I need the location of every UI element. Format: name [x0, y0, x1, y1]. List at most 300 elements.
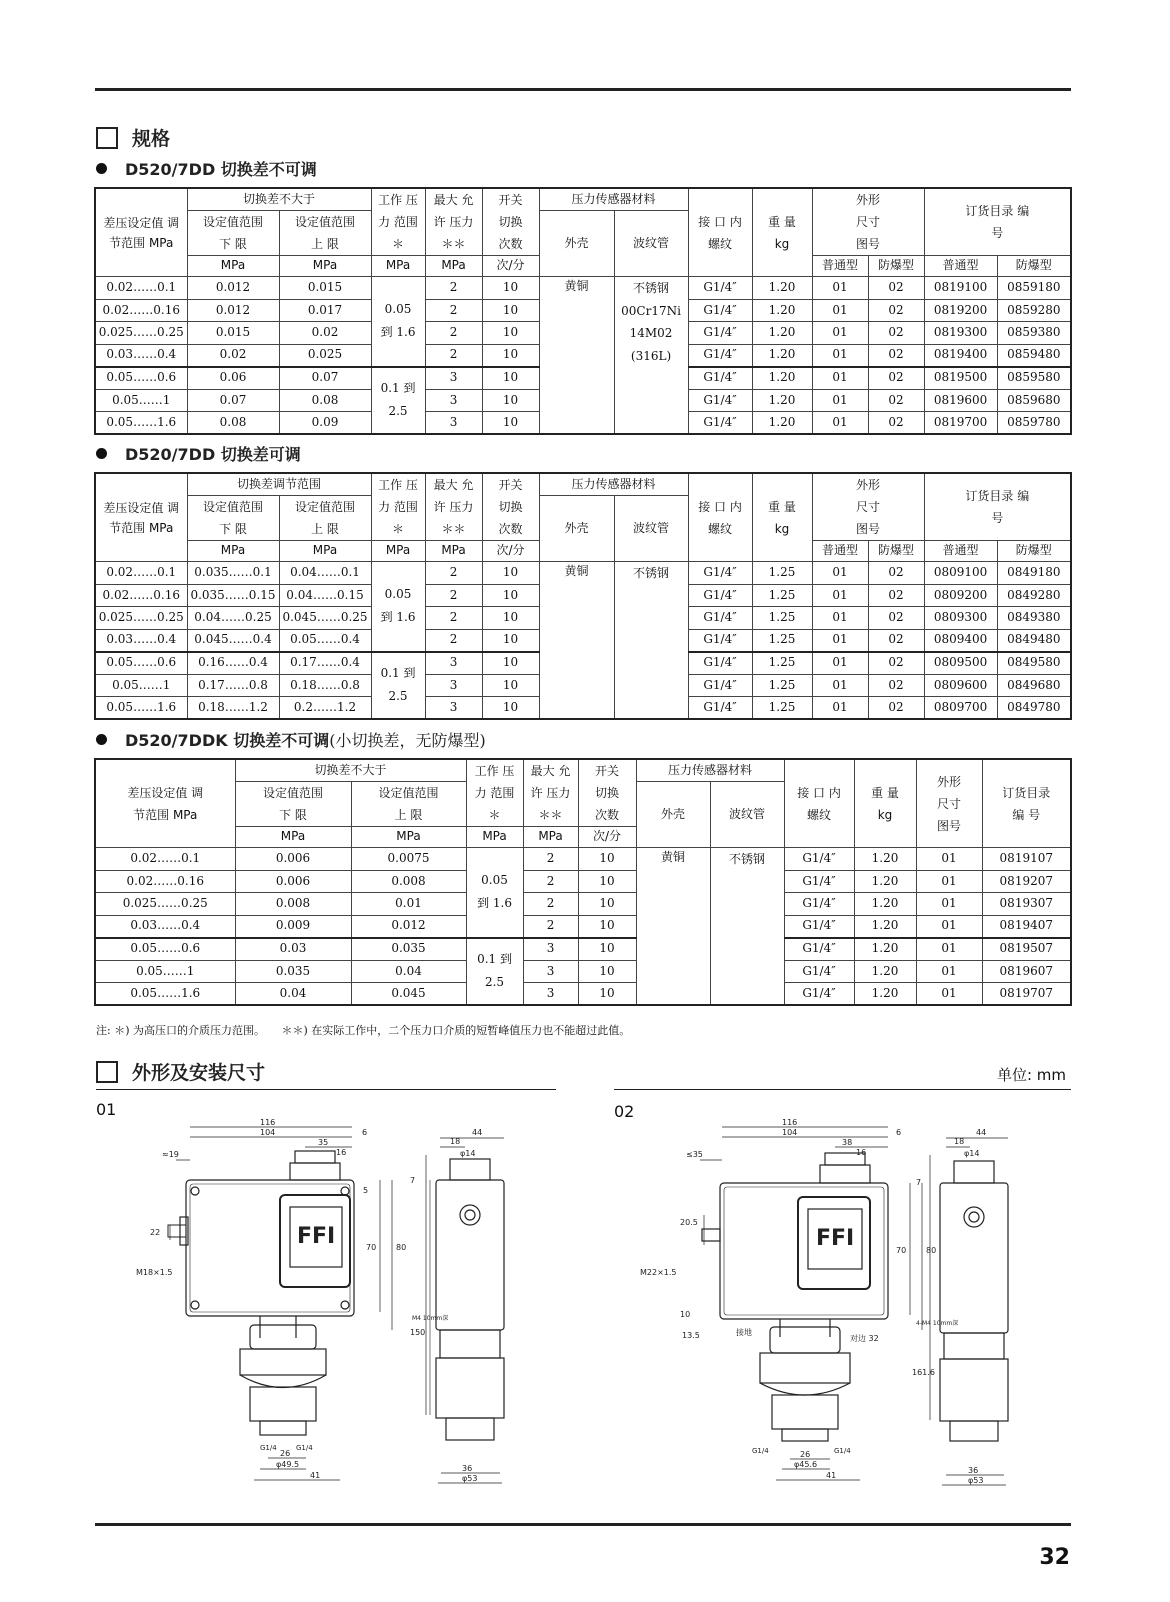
cell-work-pressure: 0.1 到 2.5: [371, 367, 425, 435]
dims-heading-text: 外形及安装尺寸: [132, 1062, 266, 1084]
dim-44: 44: [472, 1128, 483, 1137]
col-lo: 设定值范围 下 限: [187, 495, 279, 541]
dim-80: 80: [396, 1243, 407, 1252]
col-max-pressure: 最大 允许 压力＊＊: [425, 473, 482, 541]
dim-g2: G1/4: [296, 1444, 313, 1452]
cell-range: 0.05……1: [95, 389, 187, 412]
col-weight: 重 量 kg: [752, 473, 812, 562]
cell-switch-count: 10: [482, 344, 539, 367]
cell-order-standard: 0809600: [924, 674, 997, 697]
dim-g2: G1/4: [834, 1447, 851, 1455]
dim-phi14: φ14: [964, 1149, 980, 1158]
cell-port: G1/4″: [784, 938, 854, 961]
cell-lower: 0.02: [187, 344, 279, 367]
cell-order-number: 0819507: [982, 938, 1071, 961]
cell-max-pressure: 3: [523, 983, 578, 1006]
cell-drawing: 01: [916, 893, 982, 916]
cell-upper: 0.035: [351, 938, 466, 961]
col-work-pressure: 工作 压力 范围＊: [466, 759, 523, 827]
cell-order-explosion: 0859780: [997, 412, 1071, 435]
cell-max-pressure: 3: [425, 652, 482, 675]
cell-weight: 1.25: [752, 629, 812, 652]
cell-lower: 0.035: [235, 960, 351, 983]
dim-thread: M22×1.5: [640, 1268, 677, 1277]
dim-80: 80: [926, 1246, 937, 1255]
cell-range: 0.025……0.25: [95, 322, 187, 345]
cell-drawing-standard: 01: [812, 584, 868, 607]
cell-lower: 0.08: [187, 412, 279, 435]
dim-g1: G1/4: [260, 1444, 277, 1452]
cell-lower: 0.015: [187, 322, 279, 345]
cell-work-pressure: 0.1 到 2.5: [466, 938, 523, 1006]
col-dim-drawing: 外形 尺寸 图号: [812, 188, 924, 256]
cell-upper: 0.04: [351, 960, 466, 983]
dim-38: 38: [842, 1138, 853, 1147]
drawing-02: [630, 1118, 1070, 1495]
cell-drawing: 01: [916, 848, 982, 871]
cell-order-standard: 0819100: [924, 277, 997, 300]
dim-phi14: φ14: [460, 1149, 476, 1158]
cell-range: 0.03……0.4: [95, 629, 187, 652]
cell-switch-count: 10: [482, 389, 539, 412]
dim-135: 13.5: [682, 1331, 700, 1340]
dim-116: 116: [782, 1118, 798, 1127]
col-switch-count: 开关 切换 次数: [578, 759, 636, 827]
cell-range: 0.02……0.16: [95, 584, 187, 607]
col-standard: 普通型: [812, 256, 868, 277]
cell-switch-count: 10: [482, 367, 539, 390]
cell-range: 0.05……1.6: [95, 697, 187, 720]
cell-drawing-explosion: 02: [868, 389, 924, 412]
cell-weight: 1.20: [854, 915, 916, 938]
cell-order-explosion: 0859380: [997, 322, 1071, 345]
cell-port: G1/4″: [688, 322, 752, 345]
col-material: 压力传感器材料: [636, 759, 784, 781]
dim-16: 16: [336, 1148, 347, 1157]
drawing-01: [100, 1118, 560, 1495]
cell-lower: 0.012: [187, 277, 279, 300]
unit-mpa: MPa: [235, 827, 351, 848]
col-explosion-proof: 防爆型: [997, 256, 1071, 277]
col-switch-diff-adjust: 切换差调节范围: [187, 473, 371, 495]
cell-lower: 0.18……1.2: [187, 697, 279, 720]
cell-range: 0.05……1: [95, 960, 235, 983]
table-row: [95, 848, 1071, 871]
table1-title-text: D520/7DD 切换差不可调: [125, 160, 317, 179]
cell-drawing-explosion: 02: [868, 299, 924, 322]
col-hi: 设定值范围 上 限: [279, 495, 371, 541]
col-range: 差压设定值 调节范围 MPa: [95, 759, 235, 848]
spec-table-1: [94, 187, 1072, 435]
col-hi: 设定值范围 上 限: [279, 210, 371, 256]
cell-order-explosion: 0859680: [997, 389, 1071, 412]
cell-shell: 黄铜: [636, 848, 710, 1006]
table3-title: [96, 728, 486, 751]
cell-drawing: 01: [916, 960, 982, 983]
spec-table-2: [94, 472, 1072, 720]
cell-drawing-explosion: 02: [868, 344, 924, 367]
cell-drawing-standard: 01: [812, 322, 868, 345]
cell-weight: 1.20: [854, 848, 916, 871]
cell-order-standard: 0819300: [924, 322, 997, 345]
cell-drawing-explosion: 02: [868, 584, 924, 607]
dim-phi456: φ45.6: [794, 1460, 818, 1469]
col-work-pressure: 工作 压力 范围＊: [371, 188, 425, 256]
dim-116: 116: [260, 1118, 276, 1127]
table1-title: [96, 157, 317, 180]
cell-order-explosion: 0849280: [997, 584, 1071, 607]
unit-mpa: MPa: [425, 256, 482, 277]
cell-weight: 1.20: [752, 299, 812, 322]
dim-70: 70: [896, 1246, 907, 1255]
cell-upper: 0.08: [279, 389, 371, 412]
dim-70: 70: [366, 1243, 377, 1252]
bullet-icon: [96, 448, 107, 459]
cell-switch-count: 10: [482, 674, 539, 697]
col-explosion-proof: 防爆型: [997, 541, 1071, 562]
cell-work-pressure: 0.1 到 2.5: [371, 652, 425, 720]
cell-drawing-explosion: 02: [868, 652, 924, 675]
col-switch-diff: 切换差不大于: [187, 188, 371, 210]
cell-order-explosion: 0849480: [997, 629, 1071, 652]
cell-drawing-explosion: 02: [868, 674, 924, 697]
cell-switch-count: 10: [482, 322, 539, 345]
cell-weight: 1.20: [752, 322, 812, 345]
cell-upper: 0.18……0.8: [279, 674, 371, 697]
dim-104: 104: [260, 1128, 276, 1137]
bottom-rule: [95, 1523, 1071, 1526]
cell-drawing-standard: 01: [812, 299, 868, 322]
side-view: [430, 1159, 504, 1440]
cell-max-pressure: 3: [425, 367, 482, 390]
col-port: 接 口 内螺纹: [688, 473, 752, 562]
col-standard: 普通型: [924, 256, 997, 277]
table-row: [95, 893, 1071, 916]
cell-order-standard: 0809500: [924, 652, 997, 675]
cell-lower: 0.06: [187, 367, 279, 390]
cell-order-standard: 0809700: [924, 697, 997, 720]
col-lo: 设定值范围 下 限: [187, 210, 279, 256]
dim-41: 41: [310, 1471, 321, 1480]
cell-drawing-standard: 01: [812, 389, 868, 412]
unit-label: 单位: mm: [996, 1066, 1066, 1084]
cell-max-pressure: 3: [425, 389, 482, 412]
cell-port: G1/4″: [688, 652, 752, 675]
cell-port: G1/4″: [688, 697, 752, 720]
cell-max-pressure: 2: [523, 848, 578, 871]
dim-22: 22: [150, 1228, 161, 1237]
col-shell: 外壳: [539, 210, 614, 277]
col-material: 压力传感器材料: [539, 188, 688, 210]
cell-weight: 1.25: [752, 607, 812, 630]
cell-upper: 0.05……0.4: [279, 629, 371, 652]
cell-drawing-explosion: 02: [868, 322, 924, 345]
cell-range: 0.02……0.1: [95, 848, 235, 871]
cell-port: G1/4″: [784, 915, 854, 938]
table-row: [95, 915, 1071, 938]
spec-heading-text: 规格: [132, 128, 171, 150]
cell-order-standard: 0809100: [924, 562, 997, 585]
cell-switch-count: 10: [482, 412, 539, 435]
dim-26: 26: [280, 1449, 291, 1458]
cell-range: 0.025……0.25: [95, 607, 187, 630]
unit-mpa: MPa: [371, 541, 425, 562]
col-shell: 外壳: [636, 781, 710, 848]
table-row: [95, 983, 1071, 1006]
cell-switch-count: 10: [578, 915, 636, 938]
cell-port: G1/4″: [688, 389, 752, 412]
table-row: [95, 870, 1071, 893]
cell-lower: 0.035……0.15: [187, 584, 279, 607]
col-work-pressure: 工作 压力 范围＊: [371, 473, 425, 541]
dim-7: 7: [916, 1178, 922, 1187]
drawing-02-label: 02: [614, 1102, 635, 1121]
dim-41: 41: [826, 1471, 837, 1480]
cell-port: G1/4″: [688, 607, 752, 630]
table3-title-suffix: (小切换差，无防爆型): [329, 731, 486, 750]
cell-drawing-explosion: 02: [868, 562, 924, 585]
cell-lower: 0.16……0.4: [187, 652, 279, 675]
cell-switch-count: 10: [578, 960, 636, 983]
cell-upper: 0.017: [279, 299, 371, 322]
cell-weight: 1.20: [752, 412, 812, 435]
dim-35: ≤35: [686, 1150, 703, 1159]
cell-weight: 1.25: [752, 652, 812, 675]
table2-title-text: D520/7DD 切换差可调: [125, 445, 301, 464]
col-range: 差压设定值 调节范围 MPa: [95, 473, 187, 562]
cell-drawing-standard: 01: [812, 629, 868, 652]
cell-drawing-standard: 01: [812, 562, 868, 585]
dim-18: 18: [450, 1137, 461, 1146]
dim-16: 16: [856, 1148, 867, 1157]
cell-upper: 0.015: [279, 277, 371, 300]
cell-port: G1/4″: [688, 562, 752, 585]
col-bellows: 波纹管: [710, 781, 784, 848]
cell-switch-count: 10: [578, 893, 636, 916]
table-row: [95, 960, 1071, 983]
cell-order-number: 0819707: [982, 983, 1071, 1006]
cell-switch-count: 10: [578, 938, 636, 961]
cell-weight: 1.20: [854, 983, 916, 1006]
dim-6: 6: [896, 1128, 902, 1137]
col-max-pressure: 最大 允许 压力＊＊: [523, 759, 578, 827]
top-rule: [95, 88, 1071, 91]
dim-g1: G1/4: [752, 1447, 769, 1455]
dim-5: 5: [363, 1186, 369, 1195]
cell-drawing-standard: 01: [812, 367, 868, 390]
cell-weight: 1.25: [752, 674, 812, 697]
cell-upper: 0.012: [351, 915, 466, 938]
cell-switch-count: 10: [482, 584, 539, 607]
cell-order-standard: 0819400: [924, 344, 997, 367]
cell-drawing: 01: [916, 870, 982, 893]
col-shell: 外壳: [539, 495, 614, 562]
cell-max-pressure: 2: [425, 607, 482, 630]
cell-port: G1/4″: [784, 893, 854, 916]
col-lo: 设定值范围 下 限: [235, 781, 351, 827]
cell-drawing-standard: 01: [812, 344, 868, 367]
cell-max-pressure: 2: [425, 584, 482, 607]
cell-upper: 0.04……0.15: [279, 584, 371, 607]
unit-mpa: MPa: [187, 541, 279, 562]
cell-weight: 1.20: [854, 893, 916, 916]
cell-drawing: 01: [916, 938, 982, 961]
bullet-icon: [96, 163, 107, 174]
cell-order-standard: 0819500: [924, 367, 997, 390]
cell-upper: 0.045: [351, 983, 466, 1006]
col-dim-drawing: 外形 尺寸 图号: [916, 759, 982, 848]
cell-switch-count: 10: [482, 299, 539, 322]
cell-upper: 0.2……1.2: [279, 697, 371, 720]
cell-range: 0.05……0.6: [95, 652, 187, 675]
cell-switch-count: 10: [482, 277, 539, 300]
cell-order-standard: 0819200: [924, 299, 997, 322]
dim-6: 6: [362, 1128, 368, 1137]
cell-work-pressure: 0.05 到 1.6: [371, 562, 425, 652]
cell-bellows: 不锈钢: [710, 848, 784, 1006]
cell-order-number: 0819107: [982, 848, 1071, 871]
cell-drawing-standard: 01: [812, 652, 868, 675]
cell-max-pressure: 3: [523, 938, 578, 961]
dim-thread: M18×1.5: [136, 1268, 173, 1277]
cell-range: 0.05……0.6: [95, 938, 235, 961]
col-bellows: 波纹管: [614, 210, 688, 277]
cell-port: G1/4″: [688, 674, 752, 697]
cell-max-pressure: 2: [425, 277, 482, 300]
dim-phi53: φ53: [462, 1474, 478, 1483]
cell-lower: 0.045……0.4: [187, 629, 279, 652]
cell-lower: 0.17……0.8: [187, 674, 279, 697]
cell-max-pressure: 3: [523, 960, 578, 983]
checkbox-square-icon: [96, 1061, 118, 1083]
col-material: 压力传感器材料: [539, 473, 688, 495]
cell-weight: 1.20: [752, 367, 812, 390]
cell-upper: 0.04……0.1: [279, 562, 371, 585]
cell-max-pressure: 2: [523, 893, 578, 916]
cell-order-number: 0819407: [982, 915, 1071, 938]
cell-order-explosion: 0859180: [997, 277, 1071, 300]
dim-150: 150: [410, 1328, 426, 1337]
cell-switch-count: 10: [578, 983, 636, 1006]
svg-text:FFI: FFI: [816, 1226, 855, 1251]
dim-10: 10: [680, 1310, 691, 1319]
cell-drawing-standard: 01: [812, 607, 868, 630]
unit-mpa: MPa: [523, 827, 578, 848]
cell-order-explosion: 0849780: [997, 697, 1071, 720]
cell-order-number: 0819607: [982, 960, 1071, 983]
cell-drawing-standard: 01: [812, 674, 868, 697]
unit-mpa: MPa: [187, 256, 279, 277]
cell-lower: 0.006: [235, 848, 351, 871]
cell-max-pressure: 3: [425, 674, 482, 697]
cell-port: G1/4″: [784, 983, 854, 1006]
cell-port: G1/4″: [688, 629, 752, 652]
col-switch-count: 开关 切换 次数: [482, 188, 539, 256]
cell-bellows: 不锈钢 00Cr17Ni 14M02 (316L): [614, 277, 688, 435]
col-max-pressure: 最大 允许 压力＊＊: [425, 188, 482, 256]
dim-44: 44: [976, 1128, 987, 1137]
cell-max-pressure: 2: [425, 344, 482, 367]
cell-lower: 0.03: [235, 938, 351, 961]
cell-shell: 黄铜: [539, 562, 614, 720]
cell-port: G1/4″: [688, 367, 752, 390]
cell-drawing-explosion: 02: [868, 367, 924, 390]
cell-weight: 1.20: [752, 389, 812, 412]
cell-port: G1/4″: [784, 960, 854, 983]
cell-max-pressure: 3: [425, 697, 482, 720]
dims-section-heading: [96, 1058, 265, 1085]
cell-order-explosion: 0849580: [997, 652, 1071, 675]
table2-title: [96, 442, 301, 465]
bullet-icon: [96, 734, 107, 745]
cell-order-explosion: 0849380: [997, 607, 1071, 630]
cell-range: 0.05……1: [95, 674, 187, 697]
cell-max-pressure: 2: [425, 629, 482, 652]
col-dim-drawing: 外形 尺寸 图号: [812, 473, 924, 541]
cell-upper: 0.008: [351, 870, 466, 893]
cell-drawing-standard: 01: [812, 697, 868, 720]
table3-title-text: D520/7DDK 切换差不可调: [125, 731, 330, 750]
dim-18: 18: [954, 1137, 965, 1146]
cell-max-pressure: 3: [425, 412, 482, 435]
cell-range: 0.05……1.6: [95, 412, 187, 435]
col-port: 接 口 内螺纹: [688, 188, 752, 277]
dim-205: 20.5: [680, 1218, 698, 1227]
cell-switch-count: 10: [482, 652, 539, 675]
cell-weight: 1.25: [752, 697, 812, 720]
unit-mpa: MPa: [371, 256, 425, 277]
dim-1616: 161.6: [912, 1368, 935, 1377]
cell-upper: 0.0075: [351, 848, 466, 871]
cell-order-explosion: 0859480: [997, 344, 1071, 367]
cell-weight: 1.25: [752, 584, 812, 607]
col-explosion-proof: 防爆型: [868, 541, 924, 562]
cell-port: G1/4″: [688, 277, 752, 300]
table-row: [95, 562, 1071, 585]
cell-drawing-explosion: 02: [868, 412, 924, 435]
cell-weight: 1.20: [854, 960, 916, 983]
cell-drawing-explosion: 02: [868, 277, 924, 300]
cell-port: G1/4″: [688, 584, 752, 607]
cell-range: 0.03……0.4: [95, 915, 235, 938]
cell-range: 0.02……0.16: [95, 870, 235, 893]
cell-port: G1/4″: [784, 870, 854, 893]
cell-range: 0.025……0.25: [95, 893, 235, 916]
cell-shell: 黄铜: [539, 277, 614, 435]
dim-4m4: 4-M4 10mm深: [916, 1320, 959, 1327]
dim-m4: M4 10mm深: [412, 1315, 449, 1322]
unit-mpa: MPa: [279, 256, 371, 277]
col-order: 订货目录 编 号: [924, 188, 1071, 256]
cell-range: 0.02……0.1: [95, 562, 187, 585]
cell-port: G1/4″: [688, 412, 752, 435]
footnote: 注: ＊) 为高压口的介质压力范围。 ＊＊) 在实际工作中，二个压力口介质的短暂峰值压力也不能超过此值。: [96, 1024, 631, 1037]
cell-upper: 0.09: [279, 412, 371, 435]
cell-switch-count: 10: [482, 629, 539, 652]
col-weight: 重 量 kg: [752, 188, 812, 277]
col-port: 接 口 内螺纹: [784, 759, 854, 848]
cell-port: G1/4″: [688, 299, 752, 322]
cell-drawing-standard: 01: [812, 277, 868, 300]
cell-drawing: 01: [916, 983, 982, 1006]
cell-lower: 0.035……0.1: [187, 562, 279, 585]
cell-lower: 0.04……0.25: [187, 607, 279, 630]
cell-switch-count: 10: [578, 870, 636, 893]
cell-bellows: 不锈钢: [614, 562, 688, 720]
dim-36: 36: [968, 1466, 979, 1475]
cell-range: 0.02……0.16: [95, 299, 187, 322]
col-weight: 重 量 kg: [854, 759, 916, 848]
